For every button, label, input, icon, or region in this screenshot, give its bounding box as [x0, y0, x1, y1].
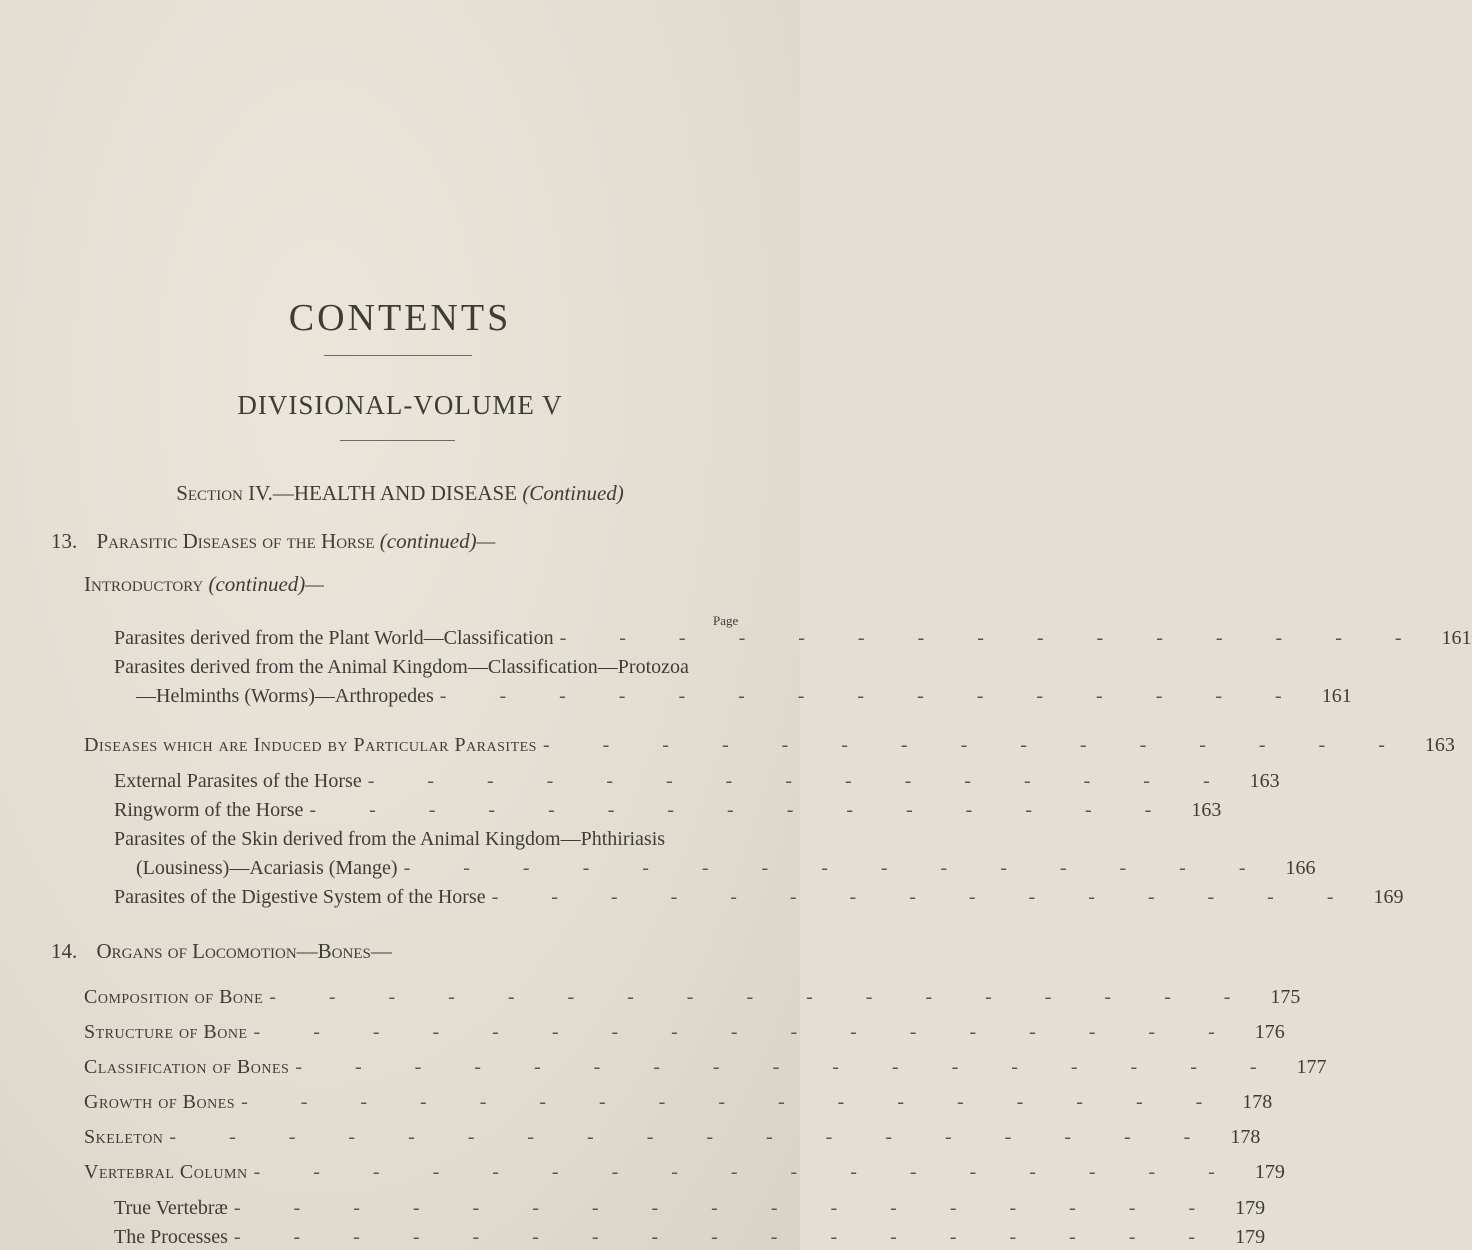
dot-leader: - - - - - - - - - - - - - - - - -	[233, 1197, 1220, 1219]
toc-entry-label: Vertebral Column	[84, 1161, 248, 1183]
toc-entry-page: 163	[1424, 734, 1455, 756]
dot-leader: - - - - - - - - - - - - - - -	[309, 799, 1176, 821]
dot-leader: - - - - - - - - - - - - - - -	[403, 857, 1270, 879]
chapter-13-number: 13.	[51, 529, 78, 553]
toc-entry-label: Ringworm of the Horse	[114, 799, 304, 821]
toc-entry	[84, 734, 1455, 757]
toc-entry-page: 161	[1321, 685, 1352, 707]
toc-entry-page: 178	[1230, 1126, 1261, 1148]
toc-entry-label: Classification of Bones	[84, 1056, 290, 1078]
toc-entry	[114, 627, 1472, 650]
toc-entry	[84, 1021, 1285, 1044]
dot-leader: - - - - - - - - - - - - - - - - -	[295, 1056, 1281, 1078]
section-continued: (Continued)	[522, 481, 624, 505]
toc-entry-label: Composition of Bone	[84, 986, 264, 1008]
toc-entry-page: 166	[1285, 857, 1316, 879]
toc-entry-label: Parasites derived from the Plant World—Classification	[114, 627, 554, 649]
dot-leader: - - - - - - - - - - - - - - -	[491, 886, 1358, 908]
dot-leader: - - - - - - - - - - - - - - - - -	[253, 1161, 1239, 1183]
dot-leader: - - - - - - - - - - - - - - - - -	[269, 986, 1255, 1008]
toc-entry-label: Diseases which are Induced by Particular Parasites	[84, 734, 537, 756]
toc-entry-page: 176	[1254, 1021, 1285, 1043]
page-title: CONTENTS	[288, 297, 512, 339]
toc-entry	[114, 799, 1222, 822]
toc-entry-page: 163	[1191, 799, 1222, 821]
section-number: IV.	[248, 481, 273, 505]
toc-entry-label: True Vertebræ	[114, 1197, 228, 1219]
toc-entry-label: (Lousiness)—Acariasis (Mange)	[136, 857, 398, 879]
toc-entry-page: 179	[1254, 1161, 1285, 1183]
toc-entry-line: Parasites derived from the Animal Kingdom—Classification—Protozoa	[114, 656, 689, 678]
volume-heading: DIVISIONAL-VOLUME V	[237, 390, 563, 420]
toc-entry-page: 169	[1373, 886, 1404, 908]
dot-leader: - - - - - - - - - - - - - - -	[367, 770, 1234, 792]
toc-entry	[84, 1056, 1327, 1079]
toc-entry	[136, 685, 1352, 708]
toc-entry	[136, 857, 1316, 880]
toc-entry	[84, 986, 1301, 1009]
toc-entry	[114, 1197, 1266, 1220]
toc-entry	[84, 1091, 1273, 1114]
toc-entry-label: External Parasites of the Horse	[114, 770, 362, 792]
introductory-title: Introductory	[84, 572, 204, 596]
chapter-14-title: Organs of Locomotion—Bones—	[96, 939, 392, 963]
title-rule	[324, 355, 472, 356]
toc-entry-label: The Processes	[114, 1226, 228, 1248]
chapter-13-title: Parasitic Diseases of the Horse	[96, 529, 375, 553]
dot-leader: - - - - - - - - - - - - - - - - -	[253, 1021, 1239, 1043]
toc-entry-page: 177	[1296, 1056, 1327, 1078]
toc-entry	[114, 1226, 1266, 1249]
toc-entry-label: Parasites of the Digestive System of the Horse	[114, 886, 486, 908]
dot-leader: - - - - - - - - - - - - - - -	[559, 627, 1426, 649]
toc-entry-label: Skeleton	[84, 1126, 164, 1148]
chapter-14-number: 14.	[51, 939, 78, 963]
toc-entry-label: —Helminths (Worms)—Arthropedes	[136, 685, 434, 707]
toc-entry-line: Parasites of the Skin derived from the Animal Kingdom—Phthiriasis	[114, 828, 666, 850]
toc-entry-page: 161	[1441, 627, 1472, 649]
dot-leader: - - - - - - - - - - - - - - - - - -	[169, 1126, 1215, 1148]
section-heading	[0, 481, 800, 506]
dot-leader: - - - - - - - - - - - - - - - - -	[241, 1091, 1227, 1113]
toc-entry-label: Growth of Bones	[84, 1091, 236, 1113]
toc-entry-label: Structure of Bone	[84, 1021, 248, 1043]
page-column-header: Page	[713, 613, 739, 628]
dot-leader: - - - - - - - - - - - - - - -	[439, 685, 1306, 707]
introductory-heading	[84, 572, 324, 597]
toc-entry	[84, 1126, 1261, 1149]
volume-rule	[340, 440, 455, 441]
toc-entry-page: 179	[1235, 1197, 1266, 1219]
dot-leader: - - - - - - - - - - - - - - - - -	[233, 1226, 1220, 1248]
toc-entry	[84, 1161, 1285, 1184]
chapter-14-heading	[51, 939, 392, 964]
toc-entry-page: 178	[1242, 1091, 1273, 1113]
dot-leader: - - - - - - - - - - - - - - -	[542, 734, 1409, 756]
chapter-13-heading	[51, 529, 495, 554]
section-prefix: Section	[176, 481, 243, 505]
toc-entry-page: 179	[1235, 1226, 1266, 1248]
section-name: —HEALTH AND DISEASE	[272, 481, 518, 505]
toc-entry	[114, 886, 1404, 909]
toc-entry-page: 175	[1270, 986, 1301, 1008]
chapter-13-continued: (continued)—	[379, 529, 496, 553]
toc-entry-page: 163	[1249, 770, 1280, 792]
toc-entry	[114, 770, 1280, 793]
introductory-continued: (continued)—	[208, 572, 324, 596]
